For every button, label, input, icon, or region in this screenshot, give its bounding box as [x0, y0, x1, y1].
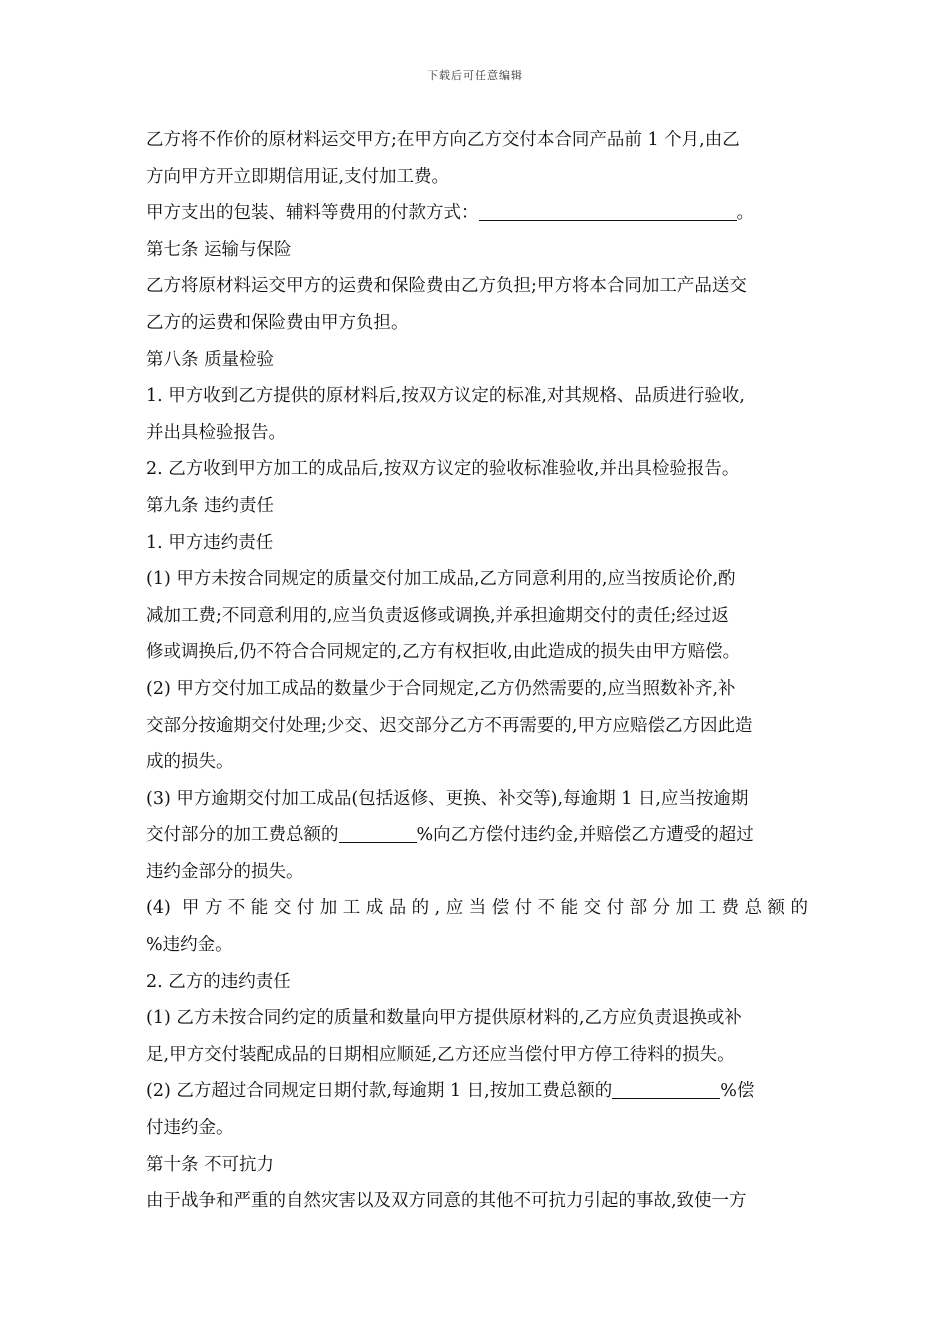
paragraph-line: 足,甲方交付装配成品的日期相应顺延,乙方还应当偿付甲方停工待料的损失。 — [146, 1044, 735, 1065]
paragraph-line: (3) 甲方逾期交付加工成品(包括返修、更换、补交等),每逾期 1 日,应当按逾期 — [146, 788, 749, 809]
penalty-text-end: %向乙方偿付违约金,并赔偿乙方遭受的超过 — [416, 825, 754, 846]
paragraph-line: 修或调换后,仍不符合合同规定的,乙方有权拒收,由此造成的损失由甲方赔偿。 — [146, 642, 741, 663]
paragraph-line: 由于战争和严重的自然灾害以及双方同意的其他不可抗力引起的事故,致使一方 — [146, 1191, 747, 1212]
sub-heading: 1. 甲方违约责任 — [146, 532, 274, 553]
penalty-text-start: 交付部分的加工费总额的 — [146, 825, 339, 846]
paragraph-line-late-payment — [146, 1073, 808, 1110]
paragraph-line: 乙方将原材料运交甲方的运费和保险费由乙方负担;甲方将本合同加工产品送交 — [146, 276, 747, 297]
paragraph-line-payment — [146, 195, 808, 232]
article-heading: 第九条 违约责任 — [146, 495, 275, 516]
article-heading: 第七条 运输与保险 — [146, 239, 292, 260]
paragraph-line: 成的损失。 — [146, 752, 234, 773]
paragraph-line-justified: (4) 甲方不能交付加工成品的,应当偿付不能交付部分加工费总额的 — [146, 898, 808, 919]
paragraph-line: 乙方的运费和保险费由甲方负担。 — [146, 312, 409, 333]
payment-blank — [479, 202, 737, 221]
late-payment-end: %偿 — [720, 1081, 755, 1102]
paragraph-line: 违约金部分的损失。 — [146, 861, 304, 882]
paragraph-line: 2. 乙方收到甲方加工的成品后,按双方议定的验收标准验收,并出具检验报告。 — [146, 459, 740, 480]
paragraph-line: 减加工费;不同意利用的,应当负责返修或调换,并承担逾期交付的责任;经过返 — [146, 605, 729, 626]
paragraph-line: %违约金。 — [146, 935, 233, 956]
article-heading: 第八条 质量检验 — [146, 349, 275, 370]
paragraph-line: 1. 甲方收到乙方提供的原材料后,按双方议定的标准,对其规格、品质进行验收, — [146, 386, 745, 407]
paragraph-line: 交部分按逾期交付处理;少交、迟交部分乙方不再需要的,甲方应赔偿乙方因此造 — [146, 715, 753, 736]
payment-end: 。 — [736, 203, 754, 224]
paragraph-line: 乙方将不作价的原材料运交甲方;在甲方向乙方交付本合同产品前 1 个月,由乙 — [146, 130, 740, 150]
contract-body — [146, 122, 808, 1220]
sub-heading: 2. 乙方的违约责任 — [146, 971, 291, 992]
paragraph-line: 并出具检验报告。 — [146, 422, 286, 443]
article-heading: 第十条 不可抗力 — [146, 1154, 275, 1175]
paragraph-line: 付违约金。 — [146, 1118, 234, 1139]
penalty-rate-blank — [339, 824, 417, 843]
paragraph-line: 方向甲方开立即期信用证,支付加工费。 — [146, 166, 450, 187]
late-payment-text: (2) 乙方超过合同规定日期付款,每逾期 1 日,按加工费总额的 — [146, 1081, 613, 1102]
page-header: 下载后可任意编辑 — [427, 69, 523, 82]
late-payment-rate-blank — [612, 1080, 720, 1099]
paragraph-line-penalty-rate — [146, 817, 808, 854]
paragraph-line: (1) 甲方未按合同规定的质量交付加工成品,乙方同意利用的,应当按质论价,酌 — [146, 569, 736, 590]
payment-label: 甲方支出的包装、辅料等费用的付款方式： — [146, 203, 479, 224]
paragraph-line: (1) 乙方未按合同约定的质量和数量向甲方提供原材料的,乙方应负责退换或补 — [146, 1008, 742, 1029]
paragraph-line: (2) 甲方交付加工成品的数量少于合同规定,乙方仍然需要的,应当照数补齐,补 — [146, 678, 736, 699]
